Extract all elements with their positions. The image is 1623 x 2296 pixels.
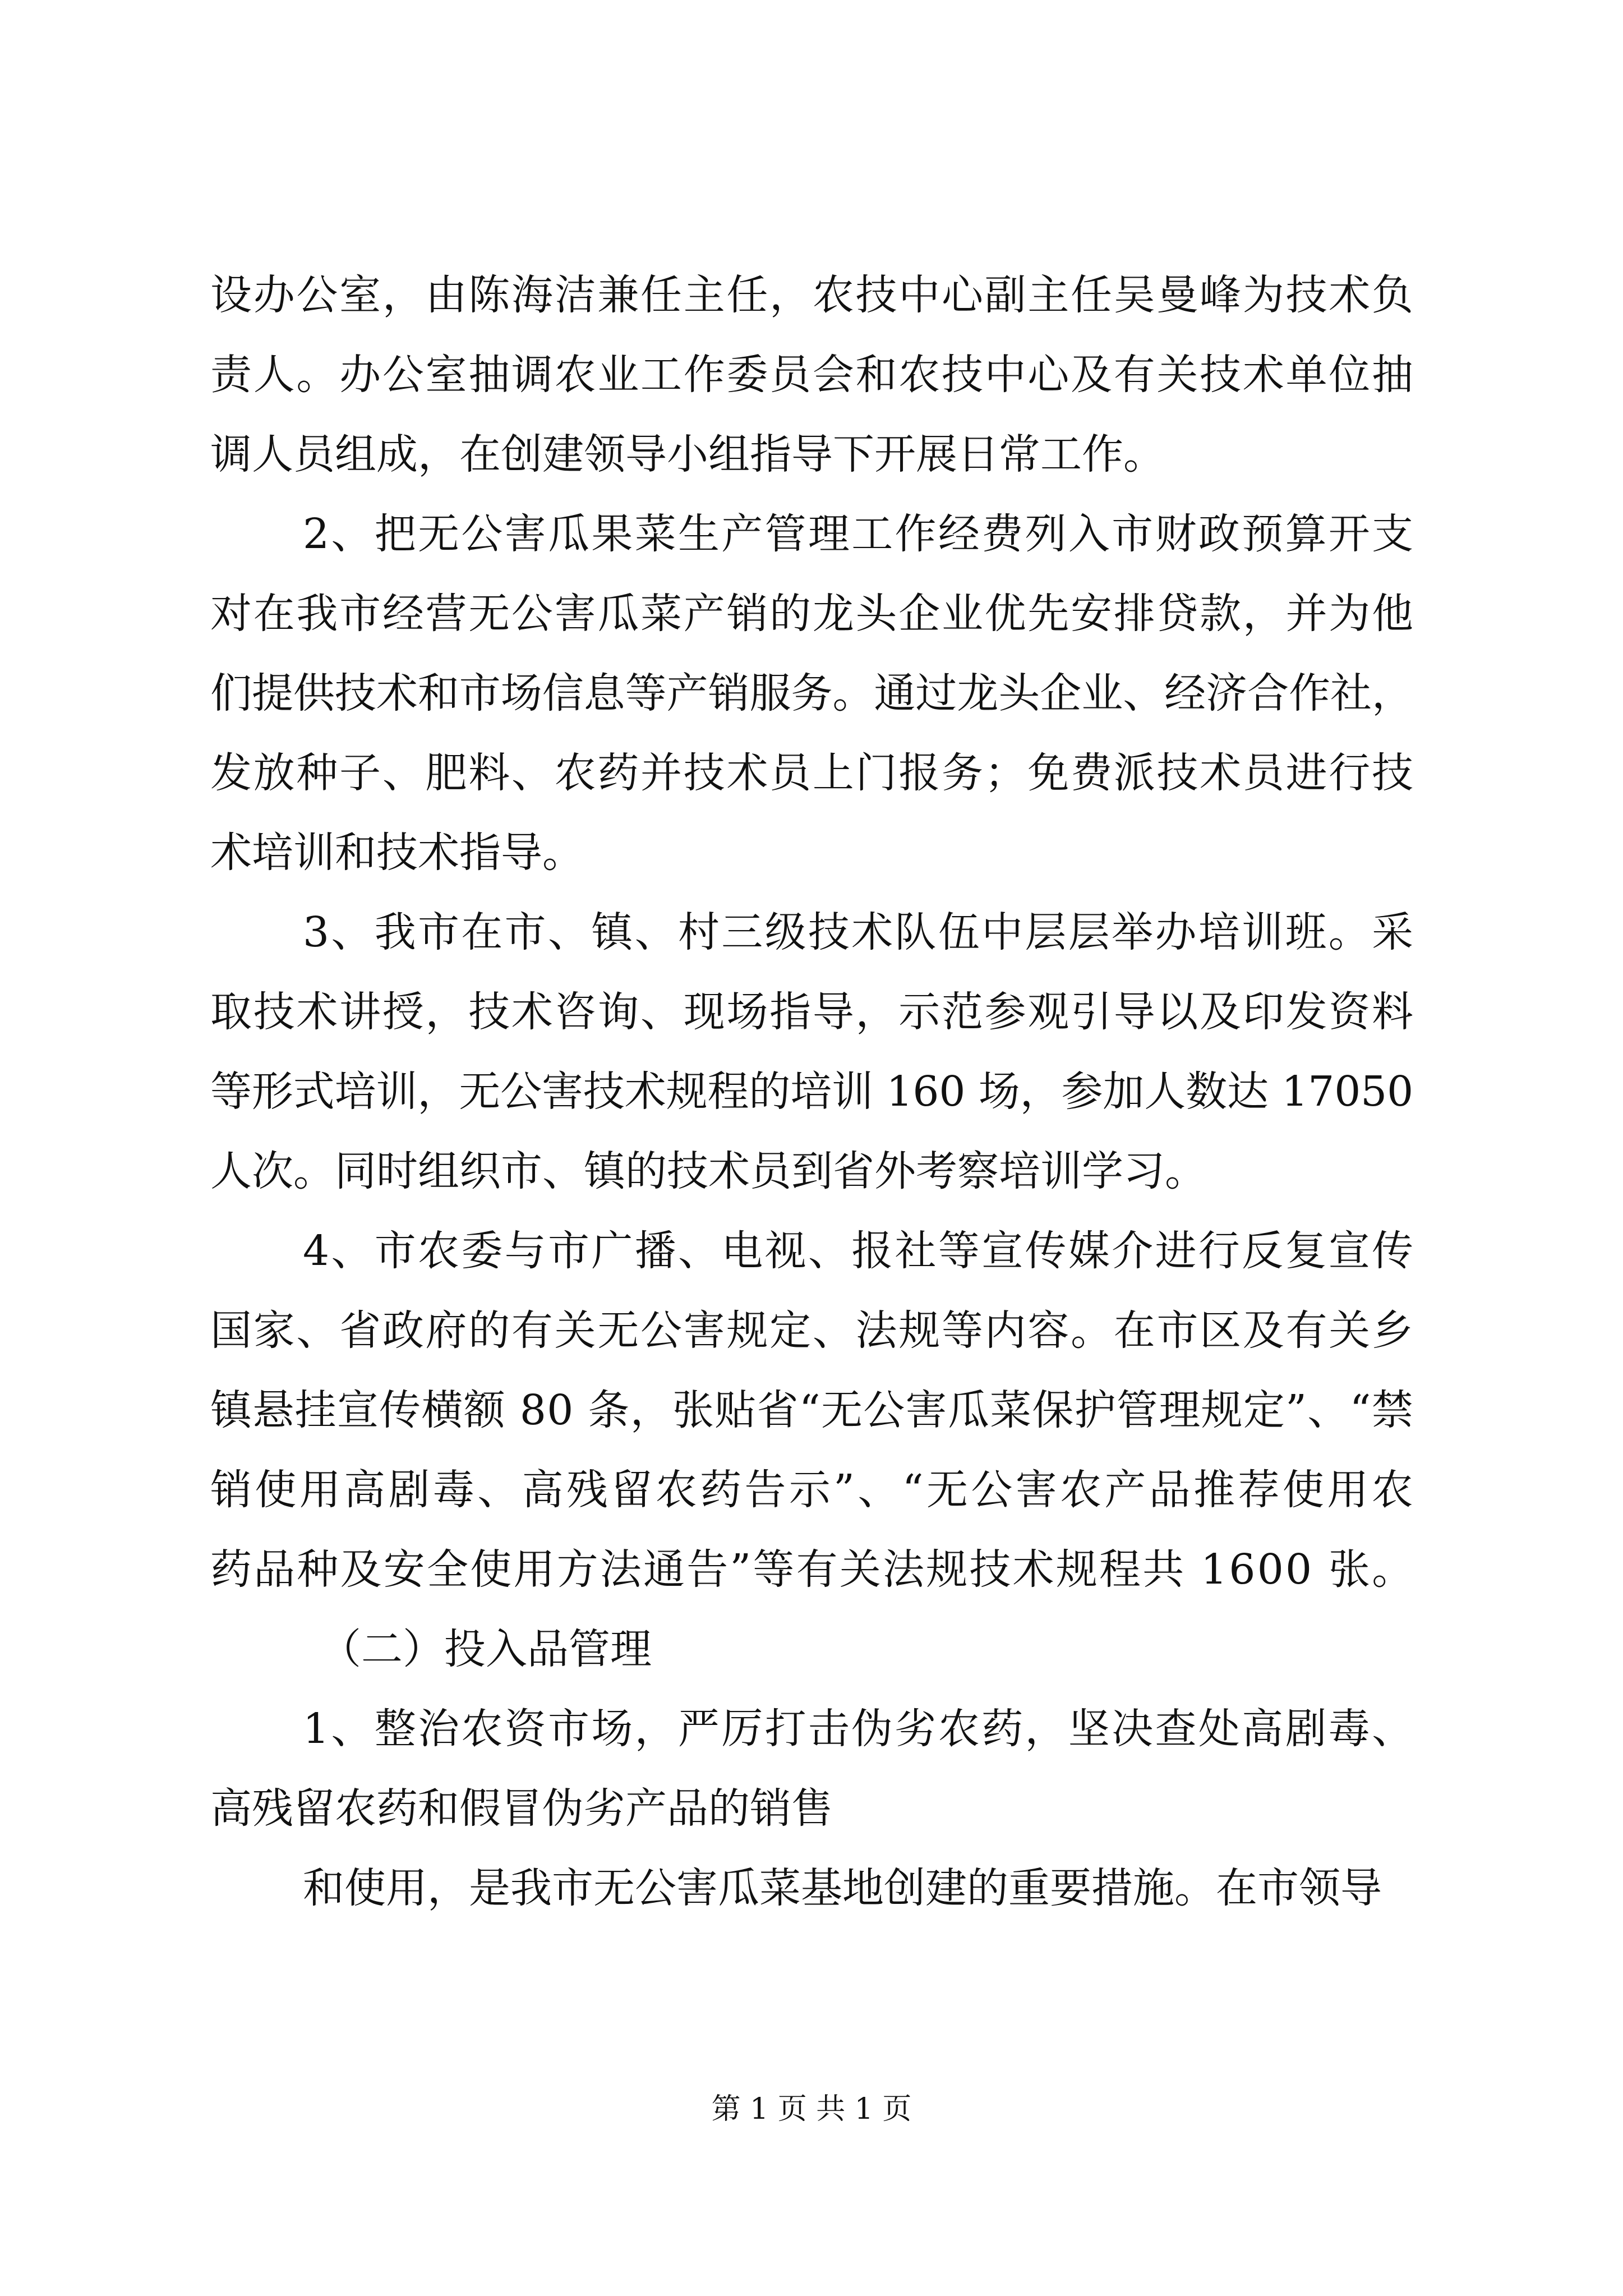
line-text: 和使用，是我市无公害瓜菜基地创建的重要措施。在市领导	[303, 1864, 1382, 1912]
line-text: 人次。同时组织市、镇的技术员到省外考察培训学习。	[210, 1147, 1206, 1195]
section-heading	[210, 1609, 1413, 1689]
line-text: 3、我市在市、镇、村三级技术队伍中层层举办培训班。采	[303, 908, 1415, 956]
line-text: 发放种子、肥料、农药并技术员上门报务；免费派技术员进行技	[210, 749, 1415, 797]
line-text: 1、整治农资市场，严厉打击伪劣农药，坚决查处高剧毒、	[303, 1705, 1415, 1753]
text-line-9	[210, 892, 1413, 972]
text-line-12	[210, 1131, 1413, 1211]
line-text: 高残留农药和假冒伪劣产品的销售	[210, 1784, 833, 1833]
text-line-19	[210, 1689, 1413, 1769]
line-text: 药品种及安全使用方法通告”等有关法规技术规程共 1600 张。	[210, 1545, 1415, 1594]
page-number-label: 第 1 页 共 1 页	[711, 2092, 912, 2126]
line-text: 设办公室，由陈海洁兼任主任，农技中心副主任吴曼峰为技术负	[210, 271, 1415, 319]
line-text: 对在我市经营无公害瓜菜产销的龙头企业优先安排贷款，并为他	[210, 590, 1415, 638]
text-line-17	[210, 1530, 1413, 1609]
text-line-4	[210, 494, 1413, 574]
text-line-3	[210, 415, 1413, 494]
line-text: 镇悬挂宣传横额 80 条，张贴省“无公害瓜菜保护管理规定”、“禁	[210, 1386, 1414, 1434]
line-text: 等形式培训，无公害技术规程的培训 160 场，参加人数达 17050	[210, 1068, 1414, 1116]
text-line-2	[210, 335, 1413, 415]
line-text: 们提供技术和市场信息等产销服务。通过龙头企业、经济合作社，	[210, 669, 1413, 717]
text-line-5	[210, 574, 1413, 654]
line-text: 4、市农委与市广播、电视、报社等宣传媒介进行反复宣传	[303, 1227, 1415, 1275]
text-line-7	[210, 733, 1413, 813]
text-line-20	[210, 1769, 1413, 1848]
line-text: 国家、省政府的有关无公害规定、法规等内容。在市区及有关乡	[210, 1306, 1415, 1355]
line-text: 取技术讲授，技术咨询、现场指导，示范参观引导以及印发资料	[210, 988, 1415, 1036]
line-text: 调人员组成，在创建领导小组指导下开展日常工作。	[210, 430, 1165, 478]
text-line-1	[210, 255, 1413, 335]
page-footer	[0, 2087, 1623, 2132]
line-text: 责人。办公室抽调农业工作委员会和农技中心及有关技术单位抽	[210, 351, 1415, 399]
text-line-21	[210, 1848, 1413, 1928]
text-line-10	[210, 972, 1413, 1052]
line-text: 术培训和技术指导。	[210, 829, 584, 877]
text-line-16	[210, 1450, 1417, 1530]
text-line-8	[210, 813, 1413, 892]
text-line-15	[210, 1370, 1413, 1450]
text-line-11	[210, 1052, 1413, 1131]
section-heading-text: （二）投入品管理	[320, 1625, 652, 1673]
line-text: 2、把无公害瓜果菜生产管理工作经费列入市财政预算开支	[303, 510, 1415, 558]
text-line-14	[210, 1291, 1413, 1370]
line-text: 销使用高剧毒、高残留农药告示”、“无公害农产品推荐使用农	[210, 1466, 1417, 1514]
text-line-13	[210, 1211, 1413, 1291]
text-line-6	[210, 654, 1413, 733]
document-body	[210, 255, 1417, 1928]
